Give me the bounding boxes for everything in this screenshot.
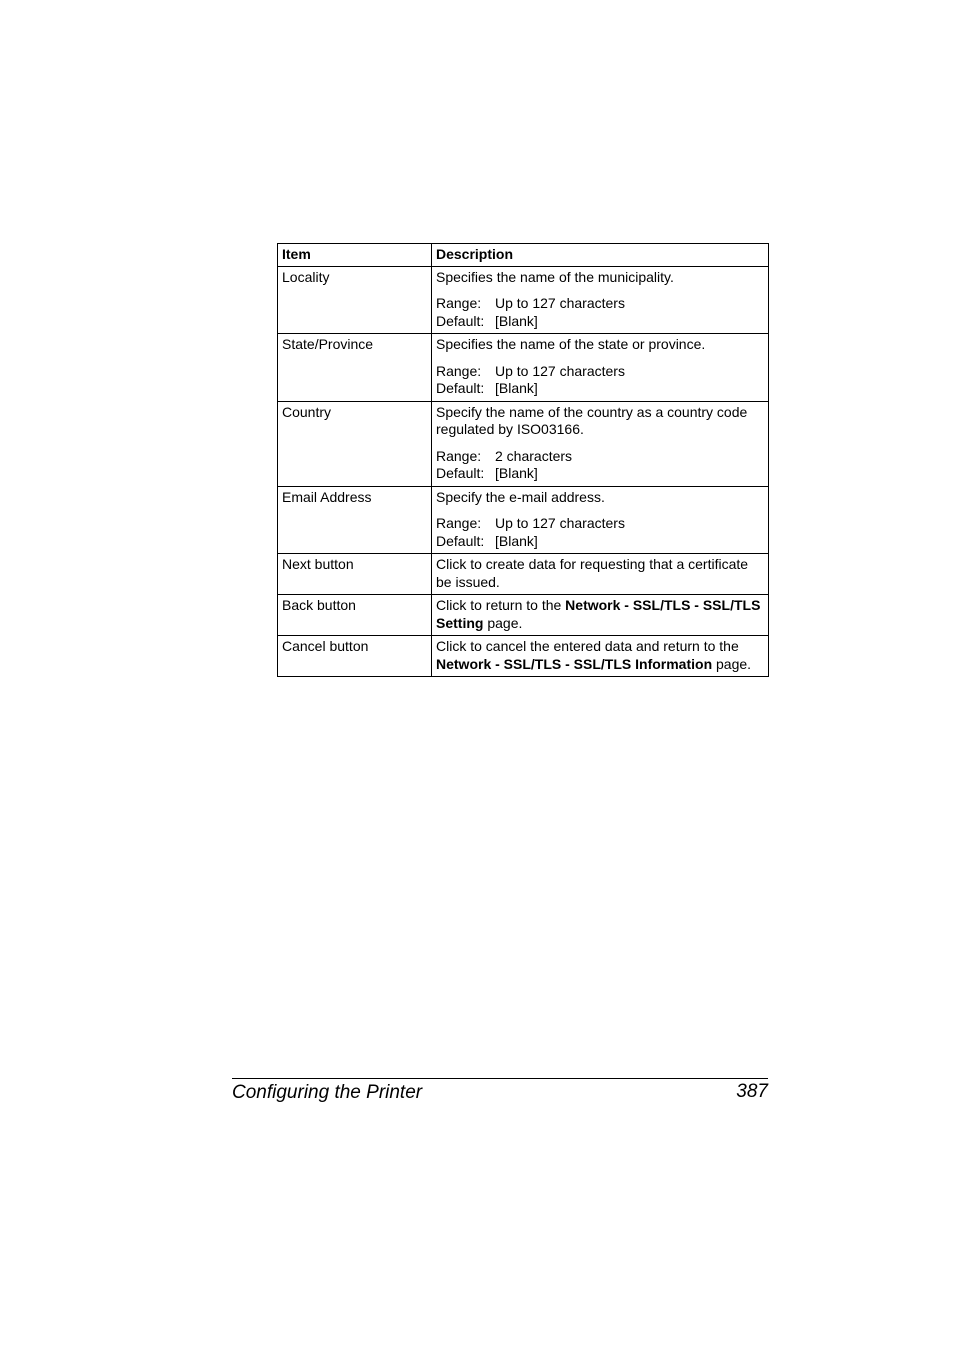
table-row [278, 554, 769, 595]
range-line [436, 515, 762, 533]
default-line [436, 380, 762, 398]
table-header-row [278, 244, 769, 267]
description-cell [432, 486, 769, 554]
item-cell: Email Address [278, 486, 432, 554]
item-cell: Next button [278, 554, 432, 595]
default-label: Default: [436, 312, 485, 329]
default-line [436, 533, 762, 551]
item-cell: Country [278, 401, 432, 486]
range-value: Up to 127 characters [495, 295, 625, 311]
description-cell [432, 401, 769, 486]
header-description: Description [432, 244, 769, 267]
description-text: Click to return to the [436, 597, 566, 613]
range-label: Range: [436, 295, 482, 311]
page-reference: Network - SSL/TLS - SSL/TLS Setting [436, 597, 761, 631]
item-cell: Cancel button [278, 636, 432, 677]
page-reference: Network - SSL/TLS - SSL/TLS Information [436, 655, 713, 672]
table-row [278, 266, 769, 334]
default-value: [Blank] [495, 465, 538, 481]
range-label: Range: [436, 515, 482, 531]
settings-table [277, 243, 769, 677]
footer-title: Configuring the Printer [232, 1082, 423, 1103]
table-row [278, 636, 769, 677]
item-cell: Locality [278, 266, 432, 334]
range-label: Range: [436, 362, 482, 379]
description-text: Specifies the name of the state or province. [436, 336, 706, 352]
description-cell [432, 266, 769, 334]
item-cell: Back button [278, 595, 432, 636]
footer-divider [232, 1078, 768, 1079]
table-row [278, 595, 769, 636]
description-text: Click to create data for requesting that a certificate be issued. [436, 556, 749, 590]
default-label: Default: [436, 380, 485, 396]
item-cell: State/Province [278, 334, 432, 402]
range-line [436, 363, 762, 381]
table-row [278, 486, 769, 554]
description-cell [432, 636, 769, 677]
default-line [436, 313, 762, 331]
description-text: Specify the e-mail address. [436, 488, 605, 505]
default-value: [Blank] [495, 312, 538, 329]
range-value: Up to 127 characters [495, 362, 625, 379]
description-text: Specify the name of the country as a country code regulated by ISO03166. [436, 403, 748, 437]
range-value: Up to 127 characters [495, 515, 625, 531]
description-cell [432, 334, 769, 402]
header-item: Item [278, 244, 432, 267]
range-line [436, 295, 762, 313]
page-number: 387 [736, 1081, 768, 1102]
default-label: Default: [436, 465, 485, 481]
default-value: [Blank] [495, 380, 538, 396]
range-label: Range: [436, 447, 482, 464]
description-text: Specifies the name of the municipality. [436, 268, 674, 285]
table-row [278, 334, 769, 402]
description-text-end: page. [483, 614, 523, 631]
range-value: 2 characters [495, 447, 573, 464]
description-cell [432, 554, 769, 595]
default-line [436, 465, 762, 483]
range-line [436, 448, 762, 466]
table-row [278, 401, 769, 486]
description-cell [432, 595, 769, 636]
description-text-end: page. [712, 655, 752, 672]
default-label: Default: [436, 532, 485, 549]
default-value: [Blank] [495, 532, 538, 549]
description-text: Click to cancel the entered data and return to the [436, 638, 739, 654]
